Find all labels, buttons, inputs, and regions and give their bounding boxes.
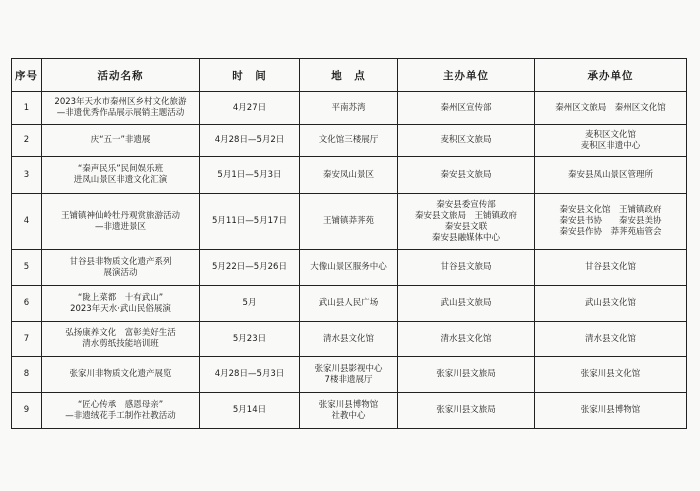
- table-row: [12, 250, 687, 286]
- table-row: [12, 157, 687, 194]
- cell-organizer: [398, 250, 535, 286]
- cell-undertaker: [535, 286, 687, 322]
- cell-activity: [42, 250, 200, 286]
- cell-time: [200, 92, 300, 125]
- cell-text-line: 文化馆三楼展厅: [318, 135, 379, 145]
- cell-undertaker: [535, 125, 687, 157]
- cell-index: [12, 322, 42, 357]
- header-activity: 活动名称: [42, 59, 200, 92]
- cell-text-line: 进凤山景区非遗文化汇演: [73, 175, 168, 185]
- cell-text-line: 大像山景区服务中心: [310, 262, 387, 272]
- cell-text-line: 张家川县文旅局: [436, 405, 496, 415]
- cell-activity: [42, 393, 200, 429]
- cell-text: 5: [23, 262, 30, 272]
- cell-text-line: —非遗绒花手工制作社教活动: [65, 410, 176, 421]
- cell-text-line: 张家川县博物馆: [580, 405, 641, 415]
- table-row: [12, 322, 687, 357]
- cell-text-line: 张家川县博物馆: [318, 399, 379, 410]
- cell-text-line: “秦声民乐”民间娱乐班: [77, 164, 164, 174]
- cell-text: 7: [23, 333, 30, 344]
- cell-undertaker: [535, 250, 687, 286]
- cell-location: [300, 393, 398, 429]
- cell-location: [300, 286, 398, 322]
- table-row: [12, 92, 687, 125]
- cell-location: [300, 92, 398, 125]
- cell-text-line: 秦州区文旅局 秦州区文化馆: [555, 102, 666, 113]
- cell-text-line: 张家川县影视中心: [314, 363, 383, 374]
- cell-time: [200, 357, 300, 393]
- cell-text-line: 秦安县文旅局 王铺镇政府: [414, 210, 517, 221]
- cell-organizer: [398, 157, 535, 194]
- cell-index: [12, 250, 42, 286]
- cell-text-line: 秦安县文化馆 王铺镇政府: [559, 205, 662, 215]
- cell-undertaker: [535, 194, 687, 250]
- cell-index: [12, 92, 42, 125]
- cell-text-line: —非遗优秀作品展示展销主题活动: [56, 108, 185, 118]
- cell-index: [12, 286, 42, 322]
- cell-location: [300, 157, 398, 194]
- table-header-row: [12, 59, 687, 92]
- cell-text-line: 秦安凤山景区: [322, 169, 374, 180]
- cell-text-line: 秦安县文旅局: [440, 169, 492, 180]
- cell-location: [300, 357, 398, 393]
- cell-text-line: 平南苏湾: [331, 102, 366, 113]
- cell-time: [200, 286, 300, 322]
- cell-undertaker: [535, 92, 687, 125]
- cell-organizer: [398, 357, 535, 393]
- cell-time: [200, 125, 300, 157]
- header-organizer: 主办单位: [398, 59, 535, 92]
- cell-undertaker: [535, 357, 687, 393]
- cell-activity: [42, 157, 200, 194]
- header-time: 时 间: [200, 59, 300, 92]
- cell-text-line: 秦安县凤山景区管理所: [567, 169, 653, 180]
- cell-activity: [42, 322, 200, 357]
- cell-text: 4: [23, 216, 30, 226]
- header-index: 序号: [12, 59, 42, 92]
- cell-organizer: [398, 322, 535, 357]
- cell-text: 3: [23, 169, 30, 180]
- cell-organizer: [398, 194, 535, 250]
- cell-text-line: 张家川县文旅局: [436, 369, 496, 379]
- cell-location: [300, 194, 398, 250]
- cell-activity: [42, 357, 200, 393]
- cell-text: 2: [23, 135, 30, 145]
- cell-index: [12, 157, 42, 194]
- cell-index: [12, 357, 42, 393]
- cell-text-line: 秦安县融媒体中心: [431, 232, 500, 243]
- cell-text-line: 麦积区非遗中心: [580, 140, 641, 151]
- cell-text: 8: [23, 369, 30, 379]
- cell-location: [300, 322, 398, 357]
- cell-text-line: 秦安县作协 莽荠苑庙管会: [559, 227, 662, 237]
- cell-text-line: 秦安县书协 秦安县美协: [559, 216, 662, 226]
- cell-text-line: 秦安县委宣传部: [436, 199, 496, 210]
- cell-organizer: [398, 286, 535, 322]
- cell-organizer: [398, 125, 535, 157]
- cell-text-line: 甘谷县文化馆: [584, 262, 636, 272]
- cell-text-line: 5月11日—5月17日: [212, 216, 287, 226]
- table-row: [12, 286, 687, 322]
- cell-text-line: 张家川县文化馆: [580, 369, 641, 379]
- cell-text-line: 5月23日: [232, 333, 267, 344]
- cell-text: 6: [23, 298, 30, 308]
- cell-activity: [42, 194, 200, 250]
- cell-text-line: 清水县文化馆: [440, 333, 492, 344]
- cell-text-line: 5月22日—5月26日: [212, 262, 287, 272]
- cell-undertaker: [535, 393, 687, 429]
- cell-organizer: [398, 393, 535, 429]
- cell-text-line: 4月27日: [232, 102, 267, 113]
- cell-text-line: 甘谷县文旅局: [440, 262, 492, 272]
- cell-text-line: 清水县文化馆: [584, 333, 636, 344]
- cell-text-line: 展演活动: [103, 267, 138, 278]
- cell-text-line: “陇上菜都 十有武山”: [77, 292, 164, 303]
- header-undertaker: 承办单位: [535, 59, 687, 92]
- cell-text-line: —非遗进景区: [94, 221, 146, 232]
- cell-index: [12, 125, 42, 157]
- cell-undertaker: [535, 157, 687, 194]
- cell-index: [12, 393, 42, 429]
- cell-text-line: 麦积区文旅局: [440, 135, 492, 145]
- cell-time: [200, 194, 300, 250]
- cell-text-line: 2023年天水市秦州区乡村文化旅游: [54, 97, 187, 107]
- table-row: [12, 357, 687, 393]
- cell-activity: [42, 92, 200, 125]
- cell-text-line: 秦州区宣传部: [440, 102, 492, 113]
- cell-text-line: 5月14日: [232, 405, 267, 415]
- cell-text-line: 武山县文旅局: [440, 298, 492, 308]
- cell-text: 1: [23, 102, 30, 113]
- cell-organizer: [398, 92, 535, 125]
- cell-text-line: 武山县人民广场: [318, 298, 379, 308]
- cell-text-line: 武山县文化馆: [584, 298, 636, 308]
- cell-text-line: 庆“五一”非遗展: [90, 135, 151, 145]
- cell-text: 9: [23, 405, 30, 415]
- cell-text-line: 7楼非遗展厅: [324, 374, 373, 385]
- header-location: 地 点: [300, 59, 398, 92]
- cell-time: [200, 250, 300, 286]
- table-row: [12, 393, 687, 429]
- cell-activity: [42, 286, 200, 322]
- cell-text-line: 张家川非物质文化遗产展览: [69, 369, 172, 379]
- cell-time: [200, 322, 300, 357]
- cell-text-line: 社教中心: [331, 410, 366, 421]
- cell-location: [300, 125, 398, 157]
- cell-text-line: 清水剪纸技能培训班: [82, 339, 159, 349]
- cell-undertaker: [535, 322, 687, 357]
- cell-text-line: 秦安县文联: [444, 221, 488, 232]
- cell-location: [300, 250, 398, 286]
- cell-index: [12, 194, 42, 250]
- cell-text-line: 清水县文化馆: [322, 333, 374, 344]
- cell-text-line: 4月28日—5月3日: [214, 369, 285, 379]
- cell-time: [200, 393, 300, 429]
- cell-text-line: 麦积区文化馆: [584, 129, 636, 140]
- events-table: [11, 58, 687, 429]
- cell-text-line: “匠心传承 感恩母亲”: [77, 399, 164, 410]
- cell-activity: [42, 125, 200, 157]
- cell-time: [200, 157, 300, 194]
- cell-text-line: 王铺镇神仙岭牡丹观赏旅游活动: [60, 210, 180, 221]
- cell-text-line: 弘扬康养文化 富彰美好生活: [65, 328, 176, 338]
- cell-text-line: 5月: [242, 298, 257, 308]
- cell-text-line: 王铺镇莽荠苑: [322, 216, 374, 226]
- table-row: [12, 125, 687, 157]
- table-row: [12, 194, 687, 250]
- cell-text-line: 2023年天水·武山民俗展演: [70, 303, 171, 314]
- cell-text-line: 4月28日—5月2日: [214, 135, 285, 145]
- cell-text-line: 甘谷县非物质文化遗产系列: [69, 256, 172, 267]
- cell-text-line: 5月1日—5月3日: [217, 169, 282, 180]
